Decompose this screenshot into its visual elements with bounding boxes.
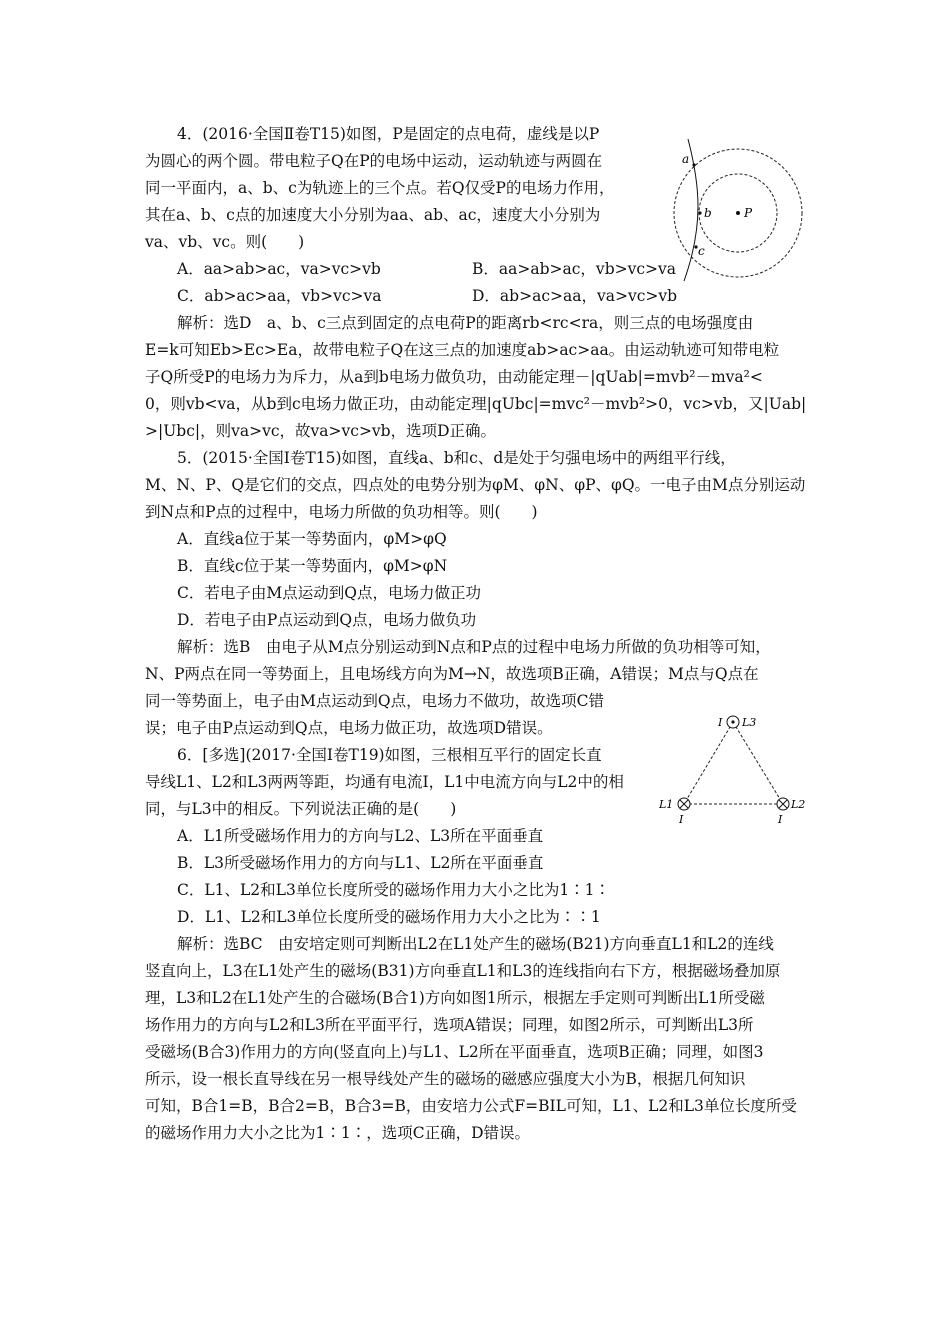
q5-line-2: M、N、P、Q是它们的交点，四点处的电势分别为φM、φN、φP、φQ。一电子由M点分别运动 [145,476,806,494]
q5-option-d: D．若电子由P点运动到Q点，电场力做负功 [177,611,477,629]
q6-label-l1: L1 [659,798,674,811]
q4-line-3: 同一平面内，a、b、c为轨迹上的三个点。若Q仅受P的电场力作用， [145,179,615,197]
q5-analysis-3: 同一等势面上，电子由M点运动到Q点，电场力不做功，故选项C错 [145,692,604,710]
q5-analysis-1: 解析：选B 由电子从M点分别运动到N点和P点的过程中电场力所做的负功相等可知， [177,638,771,656]
q6-label-i-top: I [718,716,723,729]
q4-label-p: P [744,206,753,220]
q6-analysis-4: 场作用力的方向与L2和L3所在平面平行，选项A错误；同理，如图2所示，可判断出L3所 [145,1016,754,1034]
q4-analysis-5: >|Ubc|，则va>vc，故va>vc>vb，选项D正确。 [145,422,497,440]
q6-line-2: 导线L1、L2和L3两两等距，均通有电流I，L1中电流方向与L2中的相 [145,773,624,791]
q4-analysis-4: 0，则vb<va，从b到c电场力做正功，由动能定理|qUbc|=mvc²－mvb²>0，vc>vb，又|Uab| [145,395,807,413]
q6-analysis-5: 受磁场(B合3)作用力的方向(竖直向上)与L1、L2所在平面垂直，选项B正确；同理，如图3 [145,1043,764,1061]
q6-label-i-right: I [778,813,783,826]
q4-option-b: B．aa>ab>ac，vb>vc>va [472,260,677,278]
q4-line-1: 4．(2016·全国Ⅱ卷T15)如图，P是固定的点电荷，虚线是以P [177,125,600,143]
q6-label-l2: L2 [791,798,806,811]
q4-line-4: 其在a、b、c点的加速度大小分别为aa、ab、ac，速度大小分别为 [145,206,601,224]
q6-option-a: A．L1所受磁场作用力的方向与L2、L3所在平面垂直 [177,827,544,845]
q6-figure [655,708,815,826]
q6-wire-l3-dot [731,720,734,723]
q5-option-b: B．直线c位于某一等势面内，φM>φN [177,557,448,575]
q4-label-b: b [704,206,712,220]
q5-line-3: 到N点和P点的过程中，电场力所做的负功相等。则( ) [145,503,538,521]
q4-point-a [692,163,695,166]
q4-line-2: 为圆心的两个圆。带电粒子Q在P的电场中运动，运动轨迹与两圆在 [145,152,603,170]
q6-edge-left [684,722,733,804]
q6-analysis-3: 理，L3和L2在L1处产生的合磁场(B合1)方向如图1所示，根据左手定则可判断出L1所受磁 [145,989,765,1007]
q6-analysis-2: 竖直向上，L3在L1处产生的磁场(B31)方向垂直L1和L3的连线指向右下方，根据磁场叠加原 [145,962,781,980]
q6-label-i-left: I [679,813,684,826]
q5-option-c: C．若电子由M点运动到Q点，电场力做正功 [177,584,481,602]
q6-option-b: B．L3所受磁场作用力的方向与L1、L2所在平面垂直 [177,854,544,872]
q6-analysis-8: 的磁场作用力大小之比为1∶1∶，选项C正确，D错误。 [145,1124,531,1142]
q6-analysis-6: 所示，设一根长直导线在另一根导线处产生的磁场的磁感应强度大小为B，根据几何知识 [145,1070,746,1088]
q4-option-c: C．ab>ac>aa，vb>vc>va [177,287,382,305]
q4-label-c: c [698,244,705,258]
q4-label-a: a [682,152,690,166]
q4-analysis-1: 解析：选D a、b、c三点到固定的点电荷P的距离rb<rc<ra，则三点的电场强度由 [177,314,754,332]
q4-option-d: D．ab>ac>aa，va>vc>vb [472,287,678,305]
q4-analysis-3: 子Q所受P的电场力为斥力，从a到b电场力做负功，由动能定理－|qUab|=mvb²－mva²< [145,368,763,386]
q6-label-l3: L3 [742,716,757,729]
q5-analysis-4: 误；电子由P点运动到Q点，电场力做正功，故选项D错误。 [145,719,553,737]
q5-line-1: 5．(2015·全国Ⅰ卷T15)如图，直线a、b和c、d是处于匀强电场中的两组平行线， [177,449,736,467]
q4-point-b [698,211,701,214]
q4-line-5: va、vb、vc。则( ) [145,233,305,251]
q6-option-d: D．L1、L2和L3单位长度所受的磁场作用力大小之比为∶∶1 [177,908,601,926]
q4-option-a: A．aa>ab>ac，va>vc>vb [177,260,381,278]
q4-analysis-2: E=k可知Eb>Ec>Ea，故带电粒子Q在这三点的加速度ab>ac>aa。由运动轨迹可知带电粒 [145,341,780,359]
q6-line-3: 同，与L3中的相反。下列说法正确的是( ) [145,800,457,818]
q6-analysis-7: 可知，B合1=B，B合2=B，B合3=B，由安培力公式F=BIL可知，L1、L2和L3单位长度所受 [145,1097,797,1115]
q6-option-c: C．L1、L2和L3单位长度所受的磁场作用力大小之比为1∶1∶ [177,881,611,899]
q6-line-1: 6．[多选](2017·全国Ⅰ卷T19)如图，三根相互平行的固定长直 [177,746,602,764]
q6-edge-right [733,722,783,804]
q6-analysis-1: 解析：选BC 由安培定则可判断出L2在L1处产生的磁场(B21)方向垂直L1和L2的连线 [177,935,774,953]
q4-charge-p [736,211,740,215]
q5-analysis-2: N、P两点在同一等势面上，且电场线方向为M→N，故选项B正确，A错误；M点与Q点在 [145,665,759,683]
q4-figure [660,135,810,285]
q5-option-a: A．直线a位于某一等势面内，φM>φQ [177,530,447,548]
